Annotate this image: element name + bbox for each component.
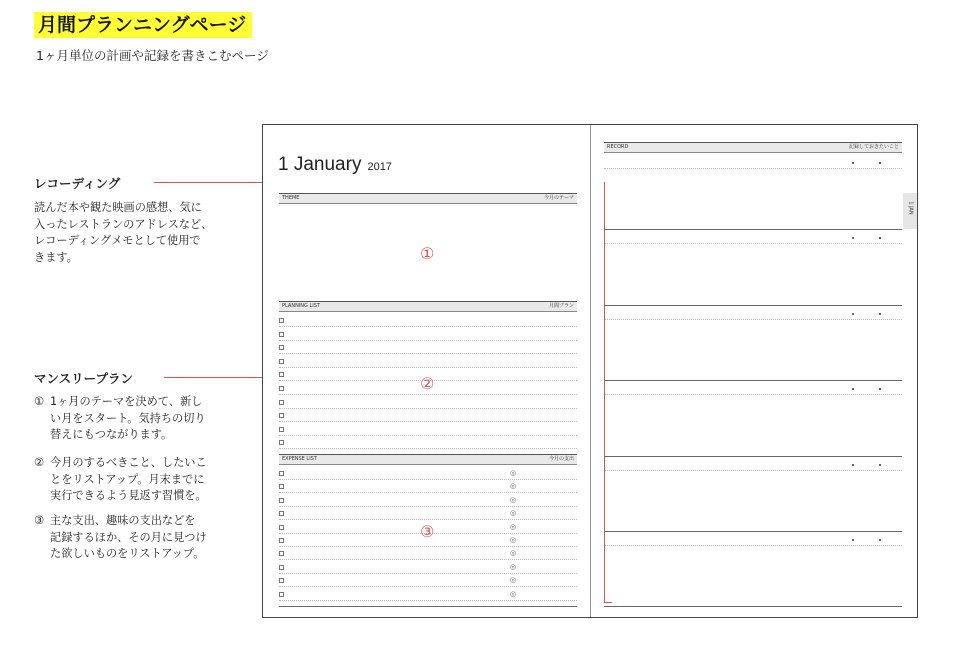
expense-checkbox[interactable] [279, 484, 284, 489]
coin-icon: ◎ [510, 562, 517, 571]
planning-checkbox[interactable] [279, 427, 284, 432]
item-text-line: とをリストアップ。月末までに [50, 472, 205, 486]
record-label-jp: 記録しておきたいこと [848, 144, 899, 150]
planning-row-line [279, 435, 577, 436]
record-row-line [604, 319, 902, 320]
expense-checkbox[interactable] [279, 551, 284, 556]
expense-checkbox[interactable] [279, 592, 284, 597]
expense-row-line [279, 586, 577, 587]
item-marker: ① [34, 395, 45, 408]
monthly-plan-heading: マンスリープラン [34, 371, 134, 386]
item-text-line: 実行できるよう見返す習慣を。 [50, 489, 207, 503]
record-block-rule [604, 380, 902, 381]
item-marker: ② [34, 456, 45, 469]
record-header [604, 142, 902, 153]
record-block-rule [604, 531, 902, 532]
expense-list-label: EXPENSE LIST [282, 456, 317, 462]
item-marker: ③ [34, 514, 45, 527]
left-page-bottom-rule [279, 606, 577, 607]
coin-icon: ◎ [510, 589, 517, 598]
monthly-plan-item-2 [34, 455, 249, 505]
planning-row-line [279, 448, 577, 449]
planning-checkbox[interactable] [279, 413, 284, 418]
planning-checkbox[interactable] [279, 440, 284, 445]
planning-checkbox[interactable] [279, 332, 284, 337]
record-date-dot [852, 464, 854, 466]
expense-row-line [279, 573, 577, 574]
record-date-dot [852, 313, 854, 315]
record-row-line [604, 394, 902, 395]
coin-icon: ◎ [510, 522, 517, 531]
planning-row-line [279, 421, 577, 422]
month-tab[interactable] [903, 193, 917, 229]
record-block-rule [604, 456, 902, 457]
item-text-line: 1ヶ月のテーマを決めて、新し [50, 395, 203, 408]
record-row-line [604, 243, 902, 244]
recording-text-line: きます。 [34, 250, 78, 264]
item-text-line: 主な支出、趣味の支出などを [50, 514, 196, 527]
coin-icon: ◎ [510, 469, 517, 477]
record-date-dot [879, 464, 881, 466]
coin-icon: ◎ [510, 549, 517, 558]
expense-checkbox[interactable] [279, 471, 284, 476]
coin-icon: ◎ [510, 576, 517, 585]
date-year: 2017 [367, 161, 392, 173]
planning-row-line [279, 408, 577, 409]
planning-checkbox[interactable] [279, 359, 284, 364]
planner-fold [590, 125, 591, 617]
expense-list-header [279, 454, 577, 465]
recording-description [34, 200, 249, 266]
record-date-dot [879, 162, 881, 164]
record-label: RECORD [607, 144, 629, 150]
month-tab-label: 1 JAN [907, 201, 914, 215]
item-text-line: 替えにもつながります。 [50, 428, 173, 442]
planning-list-label: PLANNING LIST [282, 303, 320, 309]
date-heading [278, 154, 392, 176]
item-text-line: 今月のするべきこと、したいこ [50, 456, 207, 469]
record-row-line [604, 545, 902, 546]
right-bracket-bottom-tick [604, 602, 612, 603]
expense-checkbox[interactable] [279, 498, 284, 503]
page-subtitle: 1ヶ月単位の計画や記録を書きこむページ [36, 48, 269, 63]
record-bottom-rule [604, 606, 902, 607]
planning-checkbox[interactable] [279, 372, 284, 377]
record-block-rule [604, 305, 902, 306]
planning-row-line [279, 367, 577, 368]
theme-marker: ① [420, 244, 435, 263]
item-text-line: 記録するほか、その月に見つけ [50, 530, 207, 544]
planning-checkbox[interactable] [279, 318, 284, 323]
recording-heading: レコーディング [34, 176, 121, 191]
record-block-rule [604, 229, 902, 230]
expense-list-label-jp: 今月の支出 [548, 456, 574, 462]
planning-checkbox[interactable] [279, 400, 284, 405]
record-date-dot [852, 539, 854, 541]
expense-row-line [279, 559, 577, 560]
expense-checkbox[interactable] [279, 511, 284, 516]
planning-checkbox[interactable] [279, 345, 284, 350]
expense-checkbox[interactable] [279, 578, 284, 583]
coin-icon: ◎ [510, 482, 517, 491]
recording-text-line: 入ったレストランのアドレスなど、 [34, 217, 213, 231]
item-text-line: い月をスタート。気持ちの切り [50, 411, 206, 425]
coin-icon: ◎ [510, 509, 517, 518]
record-date-dot [852, 162, 854, 164]
expense-row-line [279, 506, 577, 507]
expense-row-line [279, 600, 577, 601]
monthly-plan-item-3 [34, 513, 249, 563]
right-page-bracket [604, 182, 605, 602]
planning-list-label-jp: 月間プラン [548, 303, 574, 309]
record-row-line [604, 168, 902, 169]
planning-row-line [279, 394, 577, 395]
date-day: 1 January [278, 154, 362, 175]
monthly-plan-item-1 [34, 394, 249, 444]
planning-row-line [279, 340, 577, 341]
record-date-dot [879, 313, 881, 315]
theme-header [279, 193, 577, 204]
record-date-dot [879, 539, 881, 541]
expense-row-line [279, 519, 577, 520]
planning-marker: ② [420, 374, 435, 393]
planning-list-header [279, 301, 577, 312]
expense-row-line [279, 479, 577, 480]
expense-checkbox[interactable] [279, 565, 284, 570]
expense-row-line [279, 546, 577, 547]
record-row-line [604, 470, 902, 471]
theme-label: THEME [282, 195, 300, 201]
expense-checkbox[interactable] [279, 525, 284, 530]
recording-text-line: レコーディングメモとして使用で [34, 234, 201, 248]
theme-label-jp: 今月のテーマ [543, 195, 574, 201]
expense-row-line [279, 492, 577, 493]
planning-row-line [279, 326, 577, 327]
page-title: 月間プランニングページ [34, 12, 252, 38]
item-text-line: た欲しいものをリストアップ。 [50, 547, 205, 561]
coin-icon: ◎ [510, 495, 517, 504]
planning-row-line [279, 353, 577, 354]
planning-checkbox[interactable] [279, 386, 284, 391]
monthly-plan-leader-line [164, 377, 274, 378]
expense-marker: ③ [420, 522, 435, 541]
coin-icon: ◎ [510, 536, 517, 544]
expense-checkbox[interactable] [279, 538, 284, 543]
recording-text-line: 読んだ本や観た映画の感想、気に [34, 201, 202, 214]
